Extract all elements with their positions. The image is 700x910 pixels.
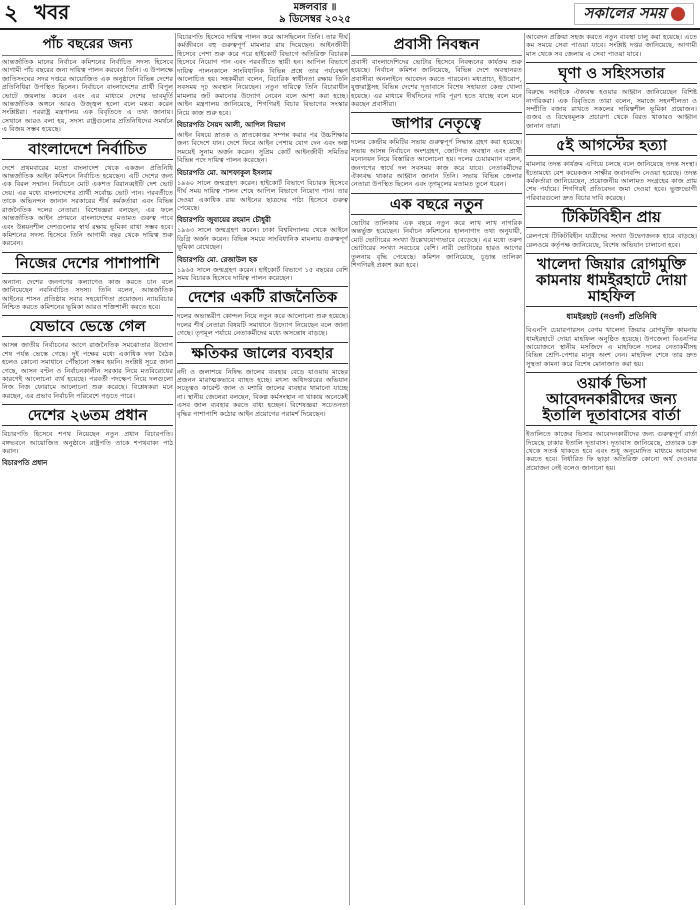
article-body: বিচারপতি হিসেবে দায়িত্ব পালন করে আসছিলেন তিনি। তার দীর্ঘ কর্মজীবনে বহু গুরুত্বপূর্ণ মামলার রায় দিয়েছেন। আইনজীবী হিসেবে পেশা শুরু করে পরে হাইকোর্ট বিভাগে অতিরিক্ত বিচারক হিসেবে নিয়োগ পান এবং পরবর্তীতে স্থায়ী হন। আপিল বিভাগে দায়িত্ব পালনকালে সাংবিধানিক বিভিন্ন প্রশ্নে তার পর্যবেক্ষণ আলোচিত হয়। সহকর্মীরা বলেন, বিচারিক স্বাধীনতা রক্ষায় তিনি সবসময় দৃঢ় অবস্থান নিয়েছেন। নতুন দায়িত্বে তিনি বিচারাধীন মামলার জট কমানোর উদ্যোগ নেবেন বলে আশা করা হচ্ছে। আইন মন্ত্রণালয় জানিয়েছে, শিগগিরই বিচার বিভাগের সংস্কার নিয়ে কাজ শুরু হবে।: [177, 33, 348, 117]
headline: এক বছরে নতুন: [351, 193, 522, 215]
brand-name: সকালের সময়: [583, 3, 666, 22]
headline: ৫ই আগস্টের হত্যা: [526, 134, 697, 156]
article-body: আইন বিষয়ে স্নাতক ও স্নাতকোত্তর সম্পন্ন করার পর উচ্চশিক্ষার জন্য বিদেশে যান। দেশে ফিরে আইন পেশায় যোগ দেন এবং অল্প সময়েই সুনাম অর্জন করেন। সুপ্রিম কোর্ট আইনজীবী সমিতির বিভিন্ন পদে দায়িত্ব পালন করেছেন।: [177, 131, 348, 165]
column-1: [2, 33, 173, 905]
day-label: মঙ্গলবার ॥: [293, 2, 337, 13]
article-body: দেশে প্রথমবারের মতো বাংলাদেশ থেকে একজন প্রতিনিধি আন্তর্জাতিক আইন কমিশনে নির্বাচিত হয়েছেন। এটি দেশের জন্য এক বিরল সম্মান। নির্বাচনে মোট একশত বিরানব্বইটি দেশ ভোট দেয়। এর মধ্যে বাংলাদেশের প্রার্থী সর্বোচ্চ ভোট পান। পরবর্তীতে তাকে অভিনন্দন জানান সরকারের শীর্ষ কর্মকর্তারা এবং বিভিন্ন রাজনৈতিক দলের নেতারা। বিশেষজ্ঞরা বলছেন, এর ফলে আন্তর্জাতিক আইন প্রণয়নে বাংলাদেশের মতামত গুরুত্ব পাবে এবং উন্নয়নশীল দেশগুলোর স্বার্থ রক্ষায় ভূমিকা রাখা সম্ভব হবে। কমিশনের সদস্য হিসেবে তিনি আগামী বছর থেকে দায়িত্ব শুরু করবেন।: [2, 163, 173, 248]
article-body: ১৯৬৫ সালে জন্মগ্রহণ করেন। হাইকোর্ট বিভাগে ১৫ বছরের বেশি সময় বিচারক হিসেবে দায়িত্ব পালন করেছেন।: [177, 265, 348, 282]
article-body: ইতালিতে কাজের ভিসার আবেদনকারীদের জন্য গুরুত্বপূর্ণ বার্তা দিয়েছে ঢাকার ইতালি দূতাবাস। দূতাবাস জানিয়েছে, প্রতারক চক্র থেকে সতর্ক থাকতে হবে এবং শুধু অনুমোদিত মাধ্যমে আবেদন করতে হবে। নির্ধারিত ফি ছাড়া অতিরিক্ত কোনো অর্থ দেওয়ার প্রয়োজন নেই বলেও জানানো হয়।: [526, 430, 697, 472]
column-divider: [349, 33, 350, 905]
column-divider: [175, 33, 176, 905]
column-4: [526, 33, 697, 905]
article-body: আবেদন প্রক্রিয়া সহজ করতে নতুন ব্যবস্থা চালু করা হয়েছে। এতে কম সময়ে সেবা পাওয়া যাবে। সংশ্লিষ্ট দপ্তর জানিয়েছে, আগামী মাস থেকে সব জেলায় এ সেবা পাওয়া যাবে।: [526, 33, 697, 58]
subhead: বিচারপতি সৈয়দ আলী, আপিল বিভাগ: [177, 120, 286, 130]
column-3: [351, 33, 522, 905]
headline: খালেদা জিয়ার রোগমুক্তি কামনায় ধামইরহাটে দোয়া মাহফিল: [526, 253, 697, 307]
headline: ক্ষতিকর জালের ব্যবহার: [177, 342, 348, 364]
masthead: [0, 0, 700, 30]
headline: যেভাবে ভেস্তে গেল: [2, 315, 173, 337]
headline: জাপার নেতৃত্বে: [351, 112, 522, 134]
article-body: রেলপথে টিকিটবিহীন যাত্রীদের সংখ্যা উদ্বেগজনক হারে বাড়ছে। রেলওয়ে কর্তৃপক্ষ জানিয়েছে, বিশেষ অভিযান চালানো হবে।: [526, 232, 697, 249]
byline: বিচারপতি প্রধান: [2, 458, 48, 468]
article-body: প্রবাসী বাংলাদেশিদের ভোটার হিসেবে নিবন্ধনের কার্যক্রম শুরু হয়েছে। নির্বাচন কমিশন জানিয়েছে, বিভিন্ন দেশে অবস্থানরত প্রবাসীরা অনলাইনে আবেদন করতে পারবেন। মধ্যপ্রাচ্য, ইউরোপ, যুক্তরাষ্ট্রসহ বিভিন্ন দেশের দূতাবাসে বিশেষ সহায়তা কেন্দ্র খোলা হয়েছে। এর মাধ্যমে দীর্ঘদিনের দাবি পূরণ হতে যাচ্ছে বলে মনে করছেন প্রবাসীরা।: [351, 58, 522, 109]
article-body: মামলার তদন্ত কার্যক্রম এগিয়ে চলছে বলে জানিয়েছে তদন্ত সংস্থা। ইতোমধ্যে বেশ কয়েকজন সাক্ষীর জবানবন্দি নেওয়া হয়েছে। তদন্ত কর্মকর্তারা জানিয়েছেন, প্রয়োজনীয় আলামত সংগ্রহের কাজ প্রায় শেষ পর্যায়ে। শিগগিরই প্রতিবেদন জমা দেওয়া হবে। ভুক্তভোগী পরিবারগুলো দ্রুত বিচার দাবি করেছে।: [526, 160, 697, 202]
subhead: বিচারপতি মো. রেজাউল হক: [177, 254, 258, 264]
article-body: বিরুদ্ধে সবাইকে ঐক্যবদ্ধ হওয়ার আহ্বান জানিয়েছেন বিশিষ্ট নাগরিকরা। এক বিবৃতিতে তারা বলেন, সমাজে সহনশীলতা ও সম্প্রীতি বজায় রাখতে সকলের দায়িত্বশীল ভূমিকা প্রয়োজন। গুজব ও বিদ্বেষমূলক প্রচারণা থেকে বিরত থাকারও আহ্বান জানান তারা।: [526, 88, 697, 130]
headline: বাংলাদেশে নির্বাচিত: [2, 138, 173, 160]
headline: নিজের দেশের পাশাপাশি: [2, 252, 173, 274]
article-body: ১৯৬০ সালে জন্মগ্রহণ করেন। হাইকোর্ট বিভাগে বিচারক হিসেবে দীর্ঘ সময় দায়িত্ব পালন শেষে আপিল বিভাগে নিয়োগ পান। তার দেওয়া একাধিক রায় আইনের ছাত্রদের পাঠ্য হিসেবে গুরুত্ব পেয়েছে।: [177, 178, 348, 212]
byline: ধামইরহাট (নওগাঁ) প্রতিনিধি: [566, 311, 657, 322]
newspaper-logo: [574, 3, 694, 25]
dateline: [215, 2, 415, 26]
column-divider: [524, 33, 525, 905]
article-body: ১৯৬৩ সালে জন্মগ্রহণ করেন। ঢাকা বিশ্ববিদ্যালয় থেকে আইনে ডিগ্রি অর্জন করেন। বিভিন্ন সময়ে সাংবিধানিক মামলায় গুরুত্বপূর্ণ ভূমিকা রেখেছেন।: [177, 226, 348, 252]
page-number: ২: [4, 0, 19, 26]
article-body: আন্তর্জাতিক মানের নির্বাচন কমিশনের নির্বাচিত সদস্য হিসেবে আগামী পাঁচ বছরের জন্য দায়িত্ব পালন করবেন তিনি। এ উপলক্ষে জাতিসংঘের সদর দপ্তরে আয়োজিত এক অনুষ্ঠানে বিভিন্ন দেশের প্রতিনিধিরা উপস্থিত ছিলেন। নির্বাচনে বাংলাদেশের প্রার্থী বিপুল ভোটে জয়লাভ করেন এবং এর মাধ্যমে দেশের ভাবমূর্তি আন্তর্জাতিক অঙ্গনে আরও উজ্জ্বল হলো বলে মন্তব্য করেন সংশ্লিষ্টরা। পররাষ্ট্র মন্ত্রণালয় এক বিবৃতিতে এ তথ্য জানায়। সেখানে আরও বলা হয়, সদস্য রাষ্ট্রগুলোর প্রতিনিধিদের সমর্থনে এ বিজয় সম্ভব হয়েছে।: [2, 58, 173, 134]
subhead: বিচারপতি মো. আশফাকুল ইসলাম: [177, 167, 273, 177]
article-body: অন্যান্য দেশের জনগণের কল্যাণেও কাজ করতে চান বলে জানিয়েছেন নবনির্বাচিত সদস্য। তিনি বলেন, আন্তর্জাতিক আইনের শাসন প্রতিষ্ঠায় সবার সহযোগিতা প্রয়োজন। ন্যায়বিচার নিশ্চিত করতে কমিশনের ভূমিকা আরও শক্তিশালী করতে হবে।: [2, 277, 173, 311]
article-body: বিএনপি চেয়ারপারসন বেগম খালেদা জিয়ার রোগমুক্তি কামনায় ধামইরহাটে দোয়া মাহফিল অনুষ্ঠিত হয়েছে। উপজেলা বিএনপির আয়োজনে স্থানীয় মসজিদে এ মাহফিলে দলের নেতাকর্মীসহ বিভিন্ন শ্রেণি-পেশার মানুষ অংশ নেন। মাহফিল শেষে তার দ্রুত সুস্থতা কামনা করে বিশেষ মোনাজাত করা হয়।: [526, 326, 697, 368]
article-body: ভোটার তালিকায় এক বছরে নতুন করে লাখ লাখ নাগরিক অন্তর্ভুক্ত হয়েছেন। নির্বাচন কমিশনের হালনাগাদ তথ্য অনুযায়ী, মোট ভোটারের সংখ্যা উল্লেখযোগ্যভাবে বেড়েছে। এর মধ্যে তরুণ ভোটারের সংখ্যা সবচেয়ে বেশি। নারী ভোটারের হারও আগের তুলনায় বৃদ্ধি পেয়েছে। কমিশন জানিয়েছে, চূড়ান্ত তালিকা শিগগিরই প্রকাশ করা হবে।: [351, 218, 522, 269]
article-body: দলের অভ্যন্তরীণ কোন্দল নিয়ে নতুন করে আলোচনা শুরু হয়েছে। দলের শীর্ষ নেতারা বিষয়টি সমাধানে উদ্যোগ নিয়েছেন বলে জানা গেছে। তৃণমূল পর্যায়ে নেতাকর্মীদের মধ্যে অসন্তোষ বাড়ছে।: [177, 312, 348, 338]
headline: পাঁচ বছরের জন্য: [2, 33, 173, 56]
section-name: খবর: [34, 0, 70, 24]
headline: প্রবাসী নিবন্ধন: [351, 33, 522, 56]
headline: ঘৃণা ও সহিংসতার: [526, 62, 697, 84]
headline: ওয়ার্ক ভিসা আবেদনকারীদের জন্য ইতালি দূতাবাসের বার্তা: [526, 372, 697, 426]
subhead: বিচারপতি জুবায়ের রহমান চৌধুরী: [177, 215, 271, 225]
headline: দেশের একটি রাজনৈতিক: [177, 286, 348, 308]
date-label: ৯ ডিসেম্বর ২০২৫: [279, 14, 351, 25]
column-2: [177, 33, 348, 905]
headline: দেশের ২৬তম প্রধান: [2, 404, 173, 426]
article-body: নদী ও জলাশয়ে নিষিদ্ধ জালের ব্যবহার বেড়ে যাওয়ায় মাছের প্রজনন মারাত্মকভাবে ব্যাহত হচ্ছে। মৎস্য অধিদপ্তরের অভিযান সত্ত্বেও কারেন্ট জাল ও মশারি জালের ব্যবহার থামানো যাচ্ছে না। স্থানীয় জেলেরা বলছেন, বিকল্প কর্মসংস্থান না থাকায় অনেকেই এসব জাল ব্যবহার করতে বাধ্য হচ্ছেন। বিশেষজ্ঞরা সচেতনতা বৃদ্ধির পাশাপাশি কঠোর আইন প্রয়োগের পরামর্শ দিয়েছেন।: [177, 367, 348, 418]
logo-mark-icon: [671, 7, 685, 21]
article-body: দলের কেন্দ্রীয় কমিটির সভায় গুরুত্বপূর্ণ সিদ্ধান্ত গ্রহণ করা হয়েছে। সভায় আসন্ন নির্বাচনে অংশগ্রহণ, জোটগত অবস্থান এবং প্রার্থী মনোনয়ন নিয়ে বিস্তারিত আলোচনা হয়। দলের চেয়ারম্যান বলেন, জনগণের স্বার্থে দল সবসময় কাজ করে যাবে। নেতাকর্মীদের ঐক্যবদ্ধ থাকার আহ্বান জানান তিনি। সভায় বিভিন্ন জেলার নেতারা উপস্থিত ছিলেন এবং তৃণমূলের মতামত তুলে ধরেন।: [351, 138, 522, 189]
article-body: বিচারপতি হিসেবে শপথ নিয়েছেন নতুন প্রধান বিচারপতি। বঙ্গভবনে আয়োজিত অনুষ্ঠানে রাষ্ট্রপতি তাকে শপথবাক্য পাঠ করান।: [2, 430, 173, 455]
article-body: আসন্ন জাতীয় নির্বাচনের আগে রাজনৈতিক সমঝোতার উদ্যোগ শেষ পর্যন্ত ভেস্তে গেছে। দুই পক্ষের মধ্যে একাধিক দফা বৈঠক হলেও কোনো সমাধানে পৌঁছানো সম্ভব হয়নি। সংশ্লিষ্ট সূত্রে জানা গেছে, আসন বণ্টন ও নির্বাচনকালীন সরকার নিয়ে মতবিরোধের কারণেই আলোচনা ব্যর্থ হয়েছে। পরবর্তী পদক্ষেপ নিয়ে দলগুলো নিজ নিজ ফোরামে আলোচনা শুরু করেছে। বিশ্লেষকরা মনে করছেন, এর প্রভাব নির্বাচনি পরিবেশে পড়তে পারে।: [2, 341, 173, 400]
headline: টিকিটবিহীন প্রায়: [526, 206, 697, 228]
